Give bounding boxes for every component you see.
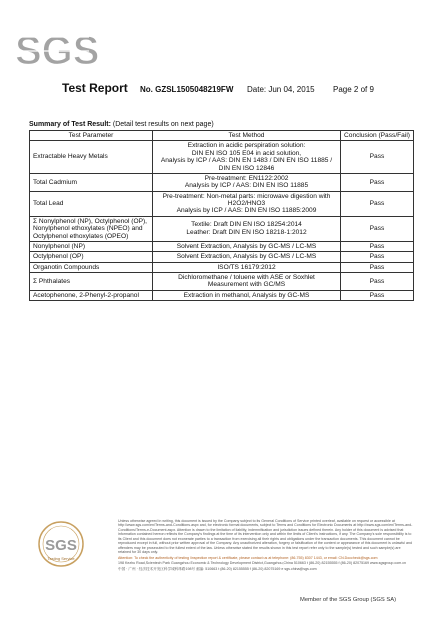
test-method-cell: ISO/TS 16179:2012 [153,262,341,272]
table-row [30,216,414,241]
table-row [30,241,414,251]
test-parameter-cell: Acetophenone, 2-Phenyl-2-propanol [30,290,153,300]
conclusion-cell: Pass [341,290,414,300]
report-title: Test Report [62,81,128,95]
conclusion-cell: Pass [341,216,414,241]
conclusion-cell: Pass [341,273,414,291]
member-line: Member of the SGS Group (SGS SA) [300,597,397,603]
test-method-cell: Extraction in acidic perspiration solution: DIN EN ISO 105 E04 in acid solution, Analysis by ICP / AAS: DIN EN 1483 / DIN EN ISO 11885 / DIN EN ISO 12846 [153,141,341,174]
sgs-seal [34,520,88,588]
summary-label: Summary of Test Result: [29,121,111,128]
test-parameter-cell: Σ Nonylphenol (NP), Octylphenol (OP), Nonylphenol ethoxylates (NPEO) and Octylphenol ethoxylates (OPEO) [30,216,153,241]
conclusion-cell: Pass [341,141,414,174]
seal-text: SGS [45,537,77,554]
summary-table [29,130,414,301]
table-row [30,252,414,262]
table-row [30,141,414,174]
test-parameter-cell: Nonylphenol (NP) [30,241,153,251]
sgs-logo [13,24,100,73]
table-header-row [30,131,414,141]
test-method-cell: Solvent Extraction, Analysis by GC-MS / LC-MS [153,241,341,251]
test-method-cell: Dichloromethane / toluene with ASE or Soxhlet Measurement with GC/MS [153,273,341,291]
conclusion-cell: Pass [341,191,414,216]
seal-sub: Testing Service [47,556,75,561]
test-method-cell: Textile: Draft DIN EN ISO 18254:2014 Leather: Draft DIN EN ISO 18218-1:2012 [153,216,341,241]
conclusion-cell: Pass [341,173,414,191]
legal-text: Unless otherwise agreed in writing, this document is issued by the Company subject to its General Conditions of Service printed overleaf, available on request or accessible at http://www.sgs.com/en/Terms-and-Conditions.aspx and, for electronic format documents, subject to Terms and Conditions for Electronic Documents at http://www.sgs.com/en/Terms-and-Conditions/Terms-e-Document.aspx. Attention is drawn to the limitation of liability, indemnification and jurisdiction issues defined therein. Any holder of this document is advised that information contained hereon reflects the Company's findings at the time of its intervention only and within the limits of Client's instructions, if any. The Company's sole responsibility is to its Client and this document does not exonerate parties to a transaction from exercising all their rights and obligations under the transaction documents. This document cannot be reproduced except in full, without prior written approval of the Company. Any unauthorized alteration, forgery or falsification of the content or appearance of this document is unlawful and offenders may be prosecuted to the fullest extent of the law. Unless otherwise stated the results shown in this test report refer only to the sample(s) tested and such sample(s) are retained for 30 days only. [118,519,413,555]
test-parameter-cell: Extractable Heavy Metals [30,141,153,174]
page-number: Page 2 of 9 [333,85,374,94]
conclusion-cell: Pass [341,252,414,262]
test-parameter-cell: Total Lead [30,191,153,216]
test-parameter-cell: Total Cadmium [30,173,153,191]
test-parameter-cell: Octylphenol (OP) [30,252,153,262]
conclusion-cell: Pass [341,262,414,272]
table-row [30,290,414,300]
table-row [30,191,414,216]
col-header-conclusion: Conclusion (Pass/Fail) [341,131,414,141]
test-method-cell: Pre-treatment: EN1122:2002 Analysis by ICP / AAS: DIN EN ISO 11885 [153,173,341,191]
col-header-parameter: Test Parameter [30,131,153,141]
test-method-cell: Solvent Extraction, Analysis by GC-MS / LC-MS [153,252,341,262]
col-header-method: Test Method [153,131,341,141]
address-chinese: 中国 · 广州 · 经济技术开发区科学城科珠路198号 邮编: 510663 t (86-20) 82155555 f (86-20) 82075169 e sgs.china@sgs.com [118,566,317,571]
test-method-cell: Extraction in methanol, Analysis by GC-MS [153,290,341,300]
report-date: Date: Jun 04, 2015 [247,85,315,94]
test-method-cell: Pre-treatment: Non-metal parts: microwave digestion with H2O2/HNO3 Analysis by ICP / AAS: DIN EN ISO 11885:2009 [153,191,341,216]
table-row [30,273,414,291]
summary-heading [29,121,214,128]
table-row [30,173,414,191]
test-parameter-cell: Organotin Compounds [30,262,153,272]
report-number: No. GZSL1505048219FW [140,85,234,94]
footer-legal [118,519,414,572]
address-english: 198 Kezhu Road,Scientech Park Guangzhou Economic & Technology Development District,Guangzhou,China 510663 t (86-20) 82155555 f (86-20) 82075169 www.sgsgroup.com.cn [118,561,407,566]
table-row [30,262,414,272]
summary-note: (Detail test results on next page) [112,121,214,128]
test-parameter-cell: Σ Phthalates [30,273,153,291]
logo-text: SGS [15,29,100,73]
conclusion-cell: Pass [341,241,414,251]
authenticity-note: Attention: To check the authenticity of testing /inspection report & certificate, please contact us at telephone: (86-755) 8307 1443, or email: CN.Doccheck@sgs.com [118,555,378,560]
